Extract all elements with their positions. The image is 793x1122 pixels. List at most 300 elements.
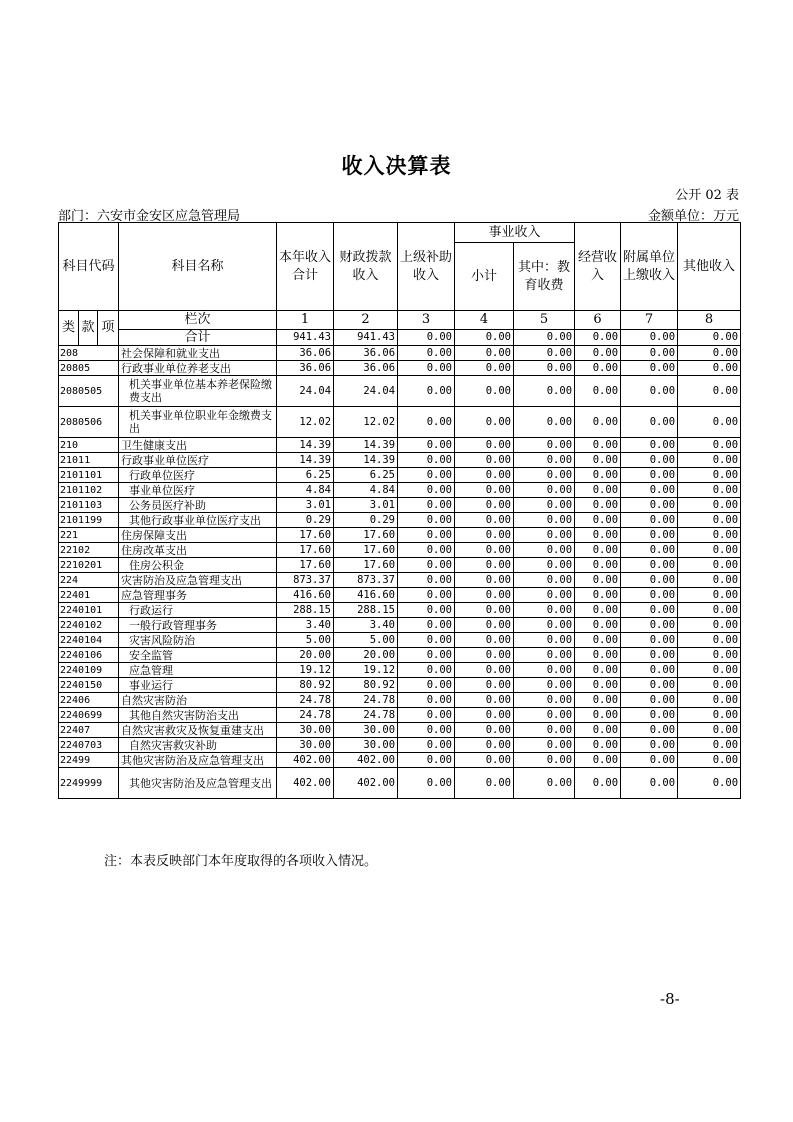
subject-code: 22401 bbox=[59, 588, 119, 603]
amount-cell: 0.00 bbox=[514, 558, 575, 573]
amount-cell: 0.00 bbox=[514, 483, 575, 498]
amount-cell: 0.00 bbox=[398, 693, 455, 708]
amount-cell: 0.29 bbox=[334, 513, 398, 528]
amount-cell: 0.00 bbox=[621, 453, 678, 468]
amount-cell: 0.00 bbox=[398, 723, 455, 738]
amount-cell: 0.29 bbox=[277, 513, 334, 528]
subject-name: 一般行政管理事务 bbox=[119, 618, 277, 633]
table-row bbox=[59, 407, 741, 438]
amount-cell: 0.00 bbox=[455, 708, 514, 723]
amount-cell: 0.00 bbox=[455, 498, 514, 513]
amount-cell: 0.00 bbox=[455, 438, 514, 453]
amount-cell: 0.00 bbox=[575, 693, 621, 708]
amount-cell: 0.00 bbox=[455, 603, 514, 618]
amount-cell: 0.00 bbox=[575, 407, 621, 438]
subject-code: 2240106 bbox=[59, 648, 119, 663]
amount-cell: 0.00 bbox=[514, 768, 575, 799]
amount-cell: 36.06 bbox=[277, 361, 334, 376]
table-row bbox=[59, 468, 741, 483]
amount-cell: 0.00 bbox=[398, 468, 455, 483]
amount-cell: 0.00 bbox=[455, 453, 514, 468]
amount-cell: 0.00 bbox=[514, 753, 575, 768]
amount-cell: 0.00 bbox=[575, 376, 621, 407]
amount-cell: 0.00 bbox=[621, 558, 678, 573]
total-value: 0.00 bbox=[398, 330, 455, 346]
amount-cell: 0.00 bbox=[455, 753, 514, 768]
subject-code: 221 bbox=[59, 528, 119, 543]
amount-cell: 0.00 bbox=[398, 768, 455, 799]
subject-name: 住房公积金 bbox=[119, 558, 277, 573]
subject-name: 自然灾害救灾及恢复重建支出 bbox=[119, 723, 277, 738]
form-number: 公开 02 表 bbox=[675, 188, 739, 203]
amount-cell: 0.00 bbox=[514, 693, 575, 708]
amount-cell: 0.00 bbox=[514, 346, 575, 361]
amount-cell: 0.00 bbox=[514, 453, 575, 468]
amount-cell: 0.00 bbox=[621, 438, 678, 453]
total-row bbox=[59, 330, 741, 346]
amount-cell: 0.00 bbox=[398, 678, 455, 693]
subject-code: 2101199 bbox=[59, 513, 119, 528]
amount-cell: 5.00 bbox=[277, 633, 334, 648]
total-value: 0.00 bbox=[514, 330, 575, 346]
total-value: 0.00 bbox=[575, 330, 621, 346]
table-row bbox=[59, 768, 741, 799]
department-label: 部门：六安市金安区应急管理局 bbox=[58, 209, 241, 224]
subject-code: 2240109 bbox=[59, 663, 119, 678]
amount-cell: 0.00 bbox=[678, 498, 741, 513]
amount-cell: 0.00 bbox=[575, 723, 621, 738]
amount-cell: 0.00 bbox=[678, 768, 741, 799]
amount-cell: 0.00 bbox=[455, 407, 514, 438]
amount-cell: 0.00 bbox=[514, 438, 575, 453]
amount-cell: 0.00 bbox=[621, 483, 678, 498]
amount-cell: 0.00 bbox=[398, 453, 455, 468]
header-kuan: 款 bbox=[79, 311, 98, 346]
subject-name: 机关事业单位职业年金缴费支出 bbox=[119, 407, 277, 438]
table-row bbox=[59, 678, 741, 693]
subject-code: 2210201 bbox=[59, 558, 119, 573]
amount-cell: 0.00 bbox=[575, 678, 621, 693]
subject-code: 2240104 bbox=[59, 633, 119, 648]
amount-cell: 0.00 bbox=[455, 573, 514, 588]
amount-cell: 4.84 bbox=[334, 483, 398, 498]
amount-cell: 0.00 bbox=[398, 618, 455, 633]
page-title: 收入决算表 bbox=[341, 153, 452, 178]
subject-name: 事业单位医疗 bbox=[119, 483, 277, 498]
header-column-order: 栏次 bbox=[119, 311, 277, 330]
amount-cell: 80.92 bbox=[334, 678, 398, 693]
table-row bbox=[59, 453, 741, 468]
subject-name: 灾害风险防治 bbox=[119, 633, 277, 648]
amount-cell: 17.60 bbox=[277, 558, 334, 573]
subject-name: 其他灾害防治及应急管理支出 bbox=[119, 753, 277, 768]
amount-cell: 402.00 bbox=[334, 768, 398, 799]
subject-code: 22406 bbox=[59, 693, 119, 708]
amount-cell: 0.00 bbox=[514, 723, 575, 738]
amount-cell: 0.00 bbox=[678, 573, 741, 588]
col-number: 6 bbox=[575, 311, 621, 330]
amount-cell: 17.60 bbox=[334, 558, 398, 573]
table-row bbox=[59, 618, 741, 633]
header-subject-name: 科目名称 bbox=[119, 223, 277, 311]
amount-cell: 24.78 bbox=[277, 708, 334, 723]
amount-cell: 0.00 bbox=[455, 768, 514, 799]
amount-cell: 0.00 bbox=[678, 438, 741, 453]
amount-cell: 0.00 bbox=[678, 723, 741, 738]
table-row bbox=[59, 708, 741, 723]
table-row bbox=[59, 346, 741, 361]
table-row bbox=[59, 361, 741, 376]
amount-cell: 0.00 bbox=[575, 361, 621, 376]
amount-cell: 0.00 bbox=[455, 513, 514, 528]
amount-cell: 24.78 bbox=[334, 693, 398, 708]
amount-cell: 873.37 bbox=[334, 573, 398, 588]
amount-cell: 0.00 bbox=[678, 588, 741, 603]
amount-cell: 0.00 bbox=[398, 708, 455, 723]
amount-cell: 0.00 bbox=[575, 498, 621, 513]
table-row bbox=[59, 498, 741, 513]
subject-code: 2240150 bbox=[59, 678, 119, 693]
amount-cell: 0.00 bbox=[455, 633, 514, 648]
table-row bbox=[59, 513, 741, 528]
amount-cell: 24.04 bbox=[334, 376, 398, 407]
col-number: 4 bbox=[455, 311, 514, 330]
amount-cell: 0.00 bbox=[621, 768, 678, 799]
subject-name: 社会保障和就业支出 bbox=[119, 346, 277, 361]
amount-cell: 0.00 bbox=[514, 468, 575, 483]
amount-cell: 0.00 bbox=[678, 708, 741, 723]
amount-cell: 0.00 bbox=[455, 693, 514, 708]
amount-cell: 0.00 bbox=[621, 528, 678, 543]
amount-cell: 0.00 bbox=[455, 468, 514, 483]
amount-cell: 80.92 bbox=[277, 678, 334, 693]
amount-cell: 288.15 bbox=[277, 603, 334, 618]
amount-cell: 19.12 bbox=[334, 663, 398, 678]
table-row bbox=[59, 753, 741, 768]
header-subtotal: 小计 bbox=[455, 243, 514, 311]
amount-cell: 0.00 bbox=[514, 407, 575, 438]
subject-code: 2101101 bbox=[59, 468, 119, 483]
amount-cell: 0.00 bbox=[621, 376, 678, 407]
subject-code: 22499 bbox=[59, 753, 119, 768]
table-row bbox=[59, 573, 741, 588]
amount-cell: 3.40 bbox=[334, 618, 398, 633]
amount-cell: 0.00 bbox=[514, 618, 575, 633]
amount-cell: 0.00 bbox=[621, 603, 678, 618]
amount-cell: 0.00 bbox=[398, 753, 455, 768]
page-number: -8- bbox=[660, 990, 680, 1008]
amount-cell: 3.01 bbox=[277, 498, 334, 513]
amount-cell: 24.78 bbox=[277, 693, 334, 708]
amount-cell: 0.00 bbox=[621, 588, 678, 603]
amount-cell: 30.00 bbox=[334, 738, 398, 753]
amount-cell: 24.04 bbox=[277, 376, 334, 407]
amount-cell: 0.00 bbox=[575, 438, 621, 453]
amount-cell: 0.00 bbox=[678, 663, 741, 678]
table-row bbox=[59, 633, 741, 648]
amount-cell: 0.00 bbox=[455, 663, 514, 678]
amount-cell: 0.00 bbox=[678, 648, 741, 663]
amount-cell: 0.00 bbox=[575, 513, 621, 528]
amount-cell: 0.00 bbox=[455, 528, 514, 543]
total-value: 0.00 bbox=[621, 330, 678, 346]
amount-cell: 12.02 bbox=[277, 407, 334, 438]
subject-name: 机关事业单位基本养老保险缴费支出 bbox=[119, 376, 277, 407]
amount-cell: 6.25 bbox=[277, 468, 334, 483]
amount-cell: 0.00 bbox=[621, 663, 678, 678]
header-subject-code: 科目代码 bbox=[59, 223, 119, 311]
amount-cell: 0.00 bbox=[398, 543, 455, 558]
col-number: 7 bbox=[621, 311, 678, 330]
amount-cell: 0.00 bbox=[514, 708, 575, 723]
amount-cell: 0.00 bbox=[678, 376, 741, 407]
amount-cell: 0.00 bbox=[575, 648, 621, 663]
col-number: 5 bbox=[514, 311, 575, 330]
amount-cell: 0.00 bbox=[575, 543, 621, 558]
amount-cell: 0.00 bbox=[575, 633, 621, 648]
amount-cell: 0.00 bbox=[621, 468, 678, 483]
subject-code: 2080506 bbox=[59, 407, 119, 438]
header-business-income: 事业收入 bbox=[455, 223, 575, 243]
amount-cell: 0.00 bbox=[575, 753, 621, 768]
subject-code: 22102 bbox=[59, 543, 119, 558]
amount-cell: 36.06 bbox=[334, 361, 398, 376]
amount-cell: 0.00 bbox=[514, 573, 575, 588]
table-row bbox=[59, 558, 741, 573]
amount-cell: 0.00 bbox=[514, 528, 575, 543]
amount-cell: 0.00 bbox=[455, 723, 514, 738]
header-superior-subsidy: 上级补助收入 bbox=[398, 223, 455, 311]
amount-cell: 4.84 bbox=[277, 483, 334, 498]
amount-cell: 0.00 bbox=[514, 361, 575, 376]
amount-cell: 17.60 bbox=[334, 528, 398, 543]
amount-cell: 0.00 bbox=[678, 558, 741, 573]
amount-cell: 0.00 bbox=[575, 453, 621, 468]
amount-cell: 0.00 bbox=[678, 346, 741, 361]
amount-cell: 0.00 bbox=[621, 648, 678, 663]
amount-cell: 402.00 bbox=[277, 753, 334, 768]
amount-cell: 0.00 bbox=[621, 708, 678, 723]
amount-cell: 0.00 bbox=[678, 483, 741, 498]
table-row bbox=[59, 648, 741, 663]
amount-cell: 0.00 bbox=[398, 558, 455, 573]
header-fiscal: 财政拨款收入 bbox=[334, 223, 398, 311]
subject-code: 2240699 bbox=[59, 708, 119, 723]
col-number: 1 bbox=[277, 311, 334, 330]
amount-cell: 30.00 bbox=[334, 723, 398, 738]
amount-cell: 12.02 bbox=[334, 407, 398, 438]
amount-cell: 0.00 bbox=[514, 633, 575, 648]
amount-cell: 0.00 bbox=[514, 738, 575, 753]
amount-cell: 0.00 bbox=[575, 588, 621, 603]
subject-code: 2240101 bbox=[59, 603, 119, 618]
amount-cell: 20.00 bbox=[277, 648, 334, 663]
amount-cell: 0.00 bbox=[678, 633, 741, 648]
amount-cell: 0.00 bbox=[678, 738, 741, 753]
amount-cell: 0.00 bbox=[575, 528, 621, 543]
amount-cell: 0.00 bbox=[398, 603, 455, 618]
col-number: 2 bbox=[334, 311, 398, 330]
amount-cell: 0.00 bbox=[678, 753, 741, 768]
amount-cell: 0.00 bbox=[398, 361, 455, 376]
amount-cell: 0.00 bbox=[575, 663, 621, 678]
amount-cell: 14.39 bbox=[334, 453, 398, 468]
col-number: 3 bbox=[398, 311, 455, 330]
amount-cell: 0.00 bbox=[678, 468, 741, 483]
table-row bbox=[59, 723, 741, 738]
subject-code: 2101102 bbox=[59, 483, 119, 498]
subject-code: 2080505 bbox=[59, 376, 119, 407]
amount-cell: 0.00 bbox=[621, 361, 678, 376]
amount-cell: 0.00 bbox=[514, 513, 575, 528]
amount-cell: 0.00 bbox=[455, 618, 514, 633]
amount-cell: 0.00 bbox=[678, 528, 741, 543]
amount-cell: 0.00 bbox=[621, 678, 678, 693]
amount-cell: 0.00 bbox=[678, 618, 741, 633]
income-table bbox=[58, 222, 741, 799]
amount-cell: 0.00 bbox=[621, 693, 678, 708]
amount-cell: 30.00 bbox=[277, 723, 334, 738]
amount-cell: 0.00 bbox=[514, 678, 575, 693]
subject-name: 行政运行 bbox=[119, 603, 277, 618]
amount-cell: 0.00 bbox=[514, 543, 575, 558]
amount-cell: 873.37 bbox=[277, 573, 334, 588]
subject-name: 安全监管 bbox=[119, 648, 277, 663]
table-note: 注：本表反映部门本年度取得的各项收入情况。 bbox=[104, 854, 378, 869]
subject-name: 自然灾害防治 bbox=[119, 693, 277, 708]
amount-cell: 0.00 bbox=[621, 738, 678, 753]
amount-cell: 0.00 bbox=[678, 543, 741, 558]
amount-cell: 0.00 bbox=[621, 723, 678, 738]
amount-cell: 0.00 bbox=[398, 663, 455, 678]
subject-name: 行政事业单位养老支出 bbox=[119, 361, 277, 376]
amount-cell: 0.00 bbox=[575, 573, 621, 588]
total-value: 941.43 bbox=[334, 330, 398, 346]
amount-cell: 0.00 bbox=[575, 618, 621, 633]
amount-cell: 402.00 bbox=[277, 768, 334, 799]
table-row bbox=[59, 438, 741, 453]
amount-cell: 0.00 bbox=[455, 558, 514, 573]
subject-name: 其他自然灾害防治支出 bbox=[119, 708, 277, 723]
table-row bbox=[59, 588, 741, 603]
amount-cell: 30.00 bbox=[277, 738, 334, 753]
amount-cell: 0.00 bbox=[398, 407, 455, 438]
table-row bbox=[59, 543, 741, 558]
amount-cell: 0.00 bbox=[398, 346, 455, 361]
amount-cell: 0.00 bbox=[398, 738, 455, 753]
amount-cell: 36.06 bbox=[277, 346, 334, 361]
subject-code: 208 bbox=[59, 346, 119, 361]
amount-cell: 0.00 bbox=[621, 618, 678, 633]
amount-cell: 0.00 bbox=[455, 376, 514, 407]
amount-cell: 3.40 bbox=[277, 618, 334, 633]
subject-name: 卫生健康支出 bbox=[119, 438, 277, 453]
total-value: 0.00 bbox=[455, 330, 514, 346]
subject-code: 2240102 bbox=[59, 618, 119, 633]
amount-cell: 0.00 bbox=[678, 407, 741, 438]
amount-cell: 0.00 bbox=[514, 603, 575, 618]
amount-cell: 0.00 bbox=[678, 678, 741, 693]
amount-cell: 0.00 bbox=[398, 633, 455, 648]
amount-cell: 0.00 bbox=[678, 361, 741, 376]
amount-cell: 14.39 bbox=[334, 438, 398, 453]
subject-code: 224 bbox=[59, 573, 119, 588]
col-number: 8 bbox=[678, 311, 741, 330]
subject-name: 应急管理 bbox=[119, 663, 277, 678]
amount-cell: 0.00 bbox=[621, 633, 678, 648]
amount-cell: 5.00 bbox=[334, 633, 398, 648]
amount-cell: 0.00 bbox=[398, 648, 455, 663]
amount-cell: 0.00 bbox=[621, 573, 678, 588]
header-affiliated: 附属单位上缴收入 bbox=[621, 223, 678, 311]
total-label: 合计 bbox=[119, 330, 277, 346]
subject-code: 22407 bbox=[59, 723, 119, 738]
amount-cell: 0.00 bbox=[678, 453, 741, 468]
amount-cell: 288.15 bbox=[334, 603, 398, 618]
subject-name: 行政事业单位医疗 bbox=[119, 453, 277, 468]
subject-name: 其他灾害防治及应急管理支出 bbox=[119, 768, 277, 799]
amount-cell: 0.00 bbox=[398, 528, 455, 543]
subject-name: 灾害防治及应急管理支出 bbox=[119, 573, 277, 588]
amount-cell: 0.00 bbox=[455, 678, 514, 693]
subject-code: 2240703 bbox=[59, 738, 119, 753]
amount-cell: 0.00 bbox=[621, 543, 678, 558]
amount-cell: 416.60 bbox=[334, 588, 398, 603]
subject-name: 应急管理事务 bbox=[119, 588, 277, 603]
total-value: 0.00 bbox=[678, 330, 741, 346]
amount-cell: 0.00 bbox=[514, 663, 575, 678]
table-row bbox=[59, 483, 741, 498]
header-education-fee: 其中：教育收费 bbox=[514, 243, 575, 311]
table-row bbox=[59, 693, 741, 708]
amount-cell: 0.00 bbox=[398, 376, 455, 407]
amount-cell: 14.39 bbox=[277, 438, 334, 453]
subject-code: 21011 bbox=[59, 453, 119, 468]
amount-cell: 0.00 bbox=[575, 468, 621, 483]
amount-cell: 0.00 bbox=[621, 407, 678, 438]
amount-cell: 0.00 bbox=[575, 738, 621, 753]
subject-name: 住房保障支出 bbox=[119, 528, 277, 543]
amount-cell: 416.60 bbox=[277, 588, 334, 603]
amount-cell: 0.00 bbox=[455, 361, 514, 376]
subject-name: 事业运行 bbox=[119, 678, 277, 693]
amount-cell: 0.00 bbox=[575, 708, 621, 723]
subject-name: 自然灾害救灾补助 bbox=[119, 738, 277, 753]
header-total-income: 本年收入合计 bbox=[277, 223, 334, 311]
amount-cell: 0.00 bbox=[514, 648, 575, 663]
amount-cell: 0.00 bbox=[575, 768, 621, 799]
table-row bbox=[59, 603, 741, 618]
subject-name: 住房改革支出 bbox=[119, 543, 277, 558]
subject-code: 210 bbox=[59, 438, 119, 453]
subject-code: 2249999 bbox=[59, 768, 119, 799]
amount-cell: 0.00 bbox=[398, 483, 455, 498]
header-xiang: 项 bbox=[98, 311, 119, 346]
amount-cell: 0.00 bbox=[398, 573, 455, 588]
header-lei: 类 bbox=[59, 311, 79, 346]
amount-cell: 0.00 bbox=[514, 588, 575, 603]
amount-cell: 0.00 bbox=[575, 603, 621, 618]
amount-cell: 0.00 bbox=[621, 498, 678, 513]
amount-cell: 0.00 bbox=[398, 513, 455, 528]
amount-cell: 17.60 bbox=[277, 528, 334, 543]
header-operating: 经营收入 bbox=[575, 223, 621, 311]
amount-cell: 0.00 bbox=[678, 693, 741, 708]
table-row bbox=[59, 528, 741, 543]
amount-cell: 3.01 bbox=[334, 498, 398, 513]
subject-name: 其他行政事业单位医疗支出 bbox=[119, 513, 277, 528]
amount-cell: 0.00 bbox=[678, 603, 741, 618]
